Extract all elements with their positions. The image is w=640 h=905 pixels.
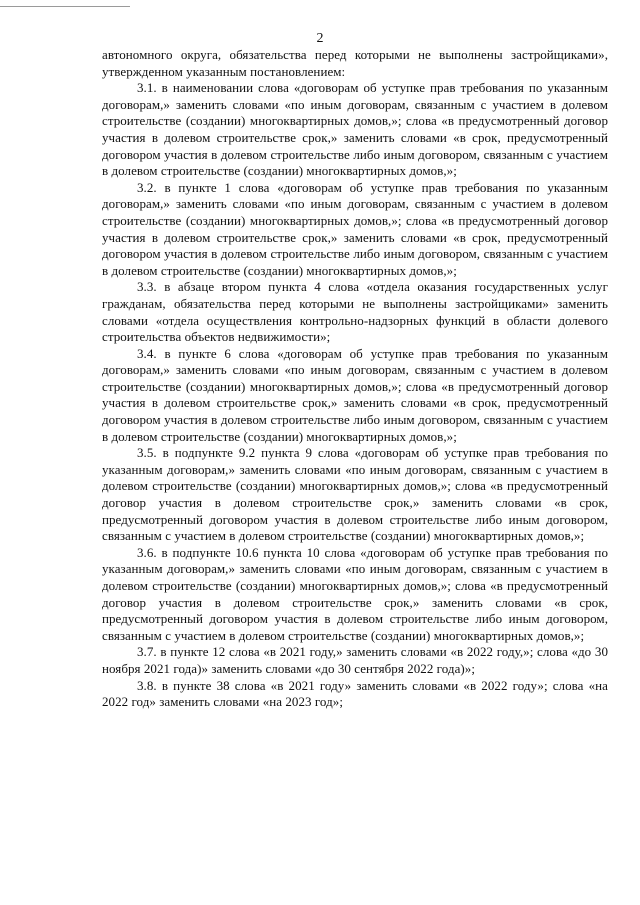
paragraph-3-2: 3.2. в пункте 1 слова «договорам об уступке прав требования по указанным договорам,» заменить словами «по иным договорам, связанным с участием в долевом строительстве (создании) многоквартирных домов,»; слова «в предусмотренный договор участия в долевом строительстве срок,» заменить словами «в срок, предусмотренный договором участия в долевом строительстве либо иным договором, связанным с участием в долевом строительстве (создании) многоквартирных домов,»;	[102, 179, 608, 278]
paragraph-3-7: 3.7. в пункте 12 слова «в 2021 году,» заменить словами «в 2022 году,»; слова «до 30 ноября 2021 года)» заменить словами «до 30 сентября 2022 года)»;	[102, 644, 608, 676]
paragraph-3-6: 3.6. в подпункте 10.6 пункта 10 слова «договорам об уступке прав требования по указанным договорам,» заменить словами «по иным договорам, связанным с участием в долевом строительстве (создании) многоквартирных домов,»; слова «в предусмотренный договор участия в долевом строительстве срок,» заменить словами «в срок, предусмотренный договором участия в долевом строительстве либо иным договором, связанным с участием в долевом строительстве (создании) многоквартирных домов,»;	[102, 544, 608, 643]
page-number: 2	[316, 31, 324, 46]
paragraph-3-4: 3.4. в пункте 6 слова «договорам об уступке прав требования по указанным договорам,» заменить словами «по иным договорам, связанным с участием в долевом строительстве (создании) многоквартирных домов,»; слова «в предусмотренный договор участия в долевом строительстве срок,» заменить словами «в срок, предусмотренный договором участия в долевом строительстве либо иным договором, связанным с участием в долевом строительстве (создании) многоквартирных домов,»;	[102, 345, 608, 444]
corner-rule	[0, 6, 130, 7]
paragraph-3-1: 3.1. в наименовании слова «договорам об уступке прав требования по указанным договорам,» заменить словами «по иным договорам, связанным с участием в долевом строительстве (создании) многоквартирных домов,»; слова «в предусмотренный договор участия в долевом строительстве срок,» заменить словами «в срок, предусмотренный договором участия в долевом строительстве либо иным договором, связанным с участием в долевом строительстве (создании) многоквартирных домов,»;	[102, 80, 608, 179]
paragraph-continuation: автономного округа, обязательства перед которыми не выполнены застройщиками», утвержденном указанным постановлением:	[102, 47, 608, 79]
paragraph-3-3: 3.3. в абзаце втором пункта 4 слова «отдела оказания государственных услуг гражданам, обязательства перед которыми не выполнены застройщиками» заменить словами «отдела осуществления контрольно-надзорных функций в области долевого строительства объектов недвижимости»;	[102, 279, 608, 345]
paragraph-3-5: 3.5. в подпункте 9.2 пункта 9 слова «договорам об уступке прав требования по указанным договорам,» заменить словами «по иным договорам, связанным с участием в долевом строительстве (создании) многоквартирных домов,»; слова «в предусмотренный договор участия в долевом строительстве срок,» заменить словами «в срок, предусмотренный договором участия в долевом строительстве либо иным договором, связанным с участием в долевом строительстве (создании) многоквартирных домов,»;	[102, 445, 608, 544]
paragraph-3-8: 3.8. в пункте 38 слова «в 2021 году» заменить словами «в 2022 году»; слова «на 2022 год» заменить словами «на 2023 год»;	[102, 677, 608, 710]
document-body	[102, 47, 608, 711]
